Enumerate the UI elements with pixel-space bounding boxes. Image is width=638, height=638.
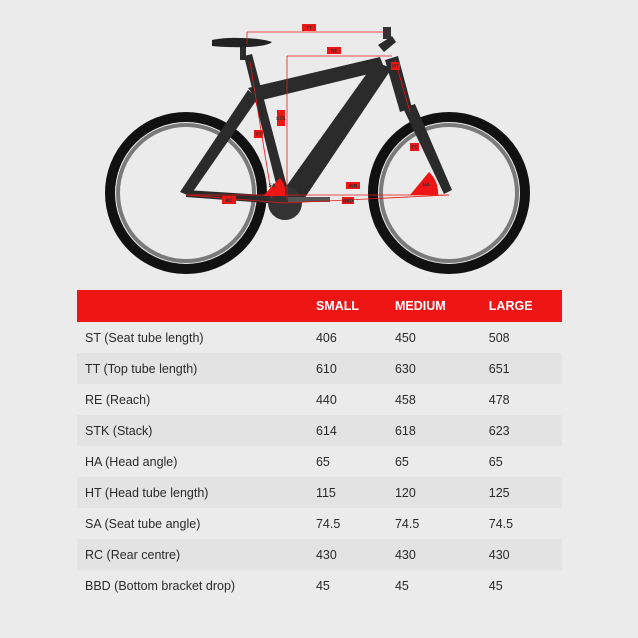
row-label: ST (Seat tube length) [77,322,316,353]
cell-small: 610 [316,353,395,384]
cell-large: 74.5 [489,508,562,539]
cell-large: 125 [489,477,562,508]
tag-tt [302,24,316,32]
svg-text:SA: SA [268,184,276,189]
cell-medium: 65 [395,446,489,477]
svg-text:RC: RC [225,199,233,204]
row-label: BBD (Bottom bracket drop) [77,570,316,601]
header-label [77,290,316,322]
cell-small: 430 [316,539,395,570]
row-label: RE (Reach) [77,384,316,415]
tag-st [254,130,263,138]
svg-text:WB: WB [348,184,358,190]
svg-text:FC: FC [411,145,418,151]
table-row [77,384,562,415]
header-small: SMALL [316,290,395,322]
table-row [77,415,562,446]
table-row [77,322,562,353]
header-large: LARGE [489,290,562,322]
cell-large: 478 [489,384,562,415]
row-label: STK (Stack) [77,415,316,446]
svg-text:ST: ST [255,132,262,138]
table-row [77,539,562,570]
cell-large: 508 [489,322,562,353]
table-row [77,477,562,508]
cell-large: 65 [489,446,562,477]
svg-text:BBD: BBD [342,199,354,205]
cell-medium: 120 [395,477,489,508]
table-header-row [77,290,562,322]
cell-small: 74.5 [316,508,395,539]
cell-medium: 630 [395,353,489,384]
geometry-table [77,290,562,601]
cell-small: 406 [316,322,395,353]
tag-bbd [342,197,354,205]
svg-text:RE: RE [330,49,338,55]
table-row [77,508,562,539]
bike-geometry-diagram [0,0,638,290]
svg-text:STK: STK [276,117,286,122]
table-row [77,570,562,601]
cell-medium: 430 [395,539,489,570]
cell-small: 65 [316,446,395,477]
svg-text:HA: HA [422,183,430,188]
cell-small: 440 [316,384,395,415]
svg-text:TT: TT [305,26,313,32]
table-row [77,446,562,477]
tag-rc [222,196,236,204]
cell-medium: 458 [395,384,489,415]
cell-medium: 450 [395,322,489,353]
row-label: HT (Head tube length) [77,477,316,508]
cell-medium: 618 [395,415,489,446]
row-label: SA (Seat tube angle) [77,508,316,539]
tag-sa [269,183,276,189]
header-medium: MEDIUM [395,290,489,322]
row-label: HA (Head angle) [77,446,316,477]
cell-small: 45 [316,570,395,601]
tag-ha [422,182,430,188]
cell-small: 614 [316,415,395,446]
cell-large: 45 [489,570,562,601]
front-wheel [373,117,525,269]
cell-large: 430 [489,539,562,570]
cell-large: 651 [489,353,562,384]
table-row [77,353,562,384]
tag-ht [391,62,400,70]
cell-medium: 74.5 [395,508,489,539]
tag-stk [276,110,286,126]
row-label: RC (Rear centre) [77,539,316,570]
cell-large: 623 [489,415,562,446]
tag-re [327,47,341,55]
row-label: TT (Top tube length) [77,353,316,384]
cell-medium: 45 [395,570,489,601]
svg-text:HT: HT [392,64,399,70]
tag-wb [346,182,360,190]
tag-fc [410,143,419,151]
cell-small: 115 [316,477,395,508]
